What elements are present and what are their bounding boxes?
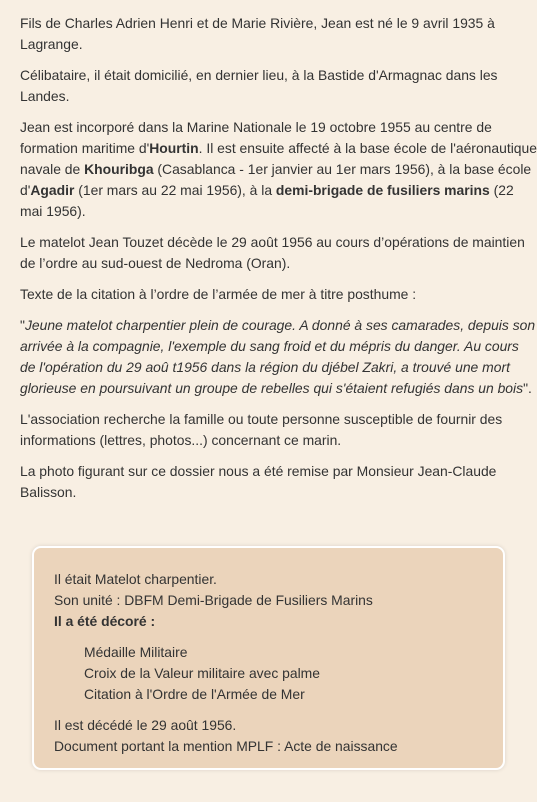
service-text-1: Jean est incorporé dans la Marine Nationale le 19 octobre 1955 au centre de formation maritime d' [20, 119, 492, 156]
khouribga-bold: Khouribga [84, 161, 154, 177]
citation-quote-text: Jeune matelot charpentier plein de courage. A donné à ses camarades, depuis son arrivée à la compagnie, l'exemple du sang froid et du mépris du danger. Au cours de l'opération du 29 aoû t1956 dans la région du djébel Zakri, a trouvé une mort glorieuse en poursuivant un groupe de rebelles qui s'étaient refugiés dans un bois [20, 317, 536, 396]
service-text-2: . Il est ensuite affecté à la base école de l'aéronautique navale de [20, 140, 537, 177]
rank-line: Il était Matelot charpentier. [54, 571, 217, 587]
decoration-item: Médaille Militaire [84, 644, 188, 660]
document-line: Document portant la mention MPLF : Acte de naissance [54, 738, 398, 754]
service-paragraph [20, 117, 537, 222]
service-text-5: (22 mai 1956). [20, 182, 514, 219]
agadir-bold: Agadir [30, 182, 75, 198]
article-body [20, 13, 537, 513]
death-paragraph: Le matelot Jean Touzet décède le 29 août 1956 au cours d’opérations de maintien de l’ordre au sud-ouest de Nedroma (Oran). [20, 234, 525, 271]
fusiliers-bold: demi-brigade de fusiliers marins [275, 182, 490, 198]
service-text-3: (Casablanca - 1er janvier au 1er mars 1956), à la base école d' [20, 161, 532, 198]
decoration-item: Citation à l'Ordre de l'Armée de Mer [84, 686, 305, 702]
summary-box [32, 546, 505, 770]
parents-paragraph: Fils de Charles Adrien Henri et de Marie Rivière, Jean est né le 9 avril 1935 à Lagrange. [20, 15, 495, 52]
service-text-4: (1er mars au 22 mai 1956), à la [74, 182, 276, 198]
hourtin-bold: Hourtin [149, 140, 199, 156]
photo-credit-paragraph: La photo figurant sur ce dossier nous a été remise par Monsieur Jean-Claude Balisson. [20, 463, 497, 500]
unit-line: Son unité : DBFM Demi-Brigade de Fusiliers Marins [54, 592, 373, 608]
citation-intro-paragraph: Texte de la citation à l’ordre de l’armée de mer à titre posthume : [20, 286, 417, 302]
residence-paragraph: Célibataire, il était domicilié, en dernier lieu, à la Bastide d'Armagnac dans les Landes. [20, 67, 498, 104]
quote-open-mark: " [20, 317, 25, 333]
quote-close-mark: ". [523, 380, 532, 396]
citation-quote-paragraph [20, 315, 537, 399]
association-paragraph: L'association recherche la famille ou toute personne susceptible de fournir des informations (lettres, photos...) concernant ce marin. [20, 411, 503, 448]
decorations-list [54, 642, 503, 705]
decorations-heading: Il a été décoré : [54, 613, 156, 629]
decoration-item: Croix de la Valeur militaire avec palme [84, 665, 320, 681]
death-date-line: Il est décédé le 29 août 1956. [54, 717, 237, 733]
